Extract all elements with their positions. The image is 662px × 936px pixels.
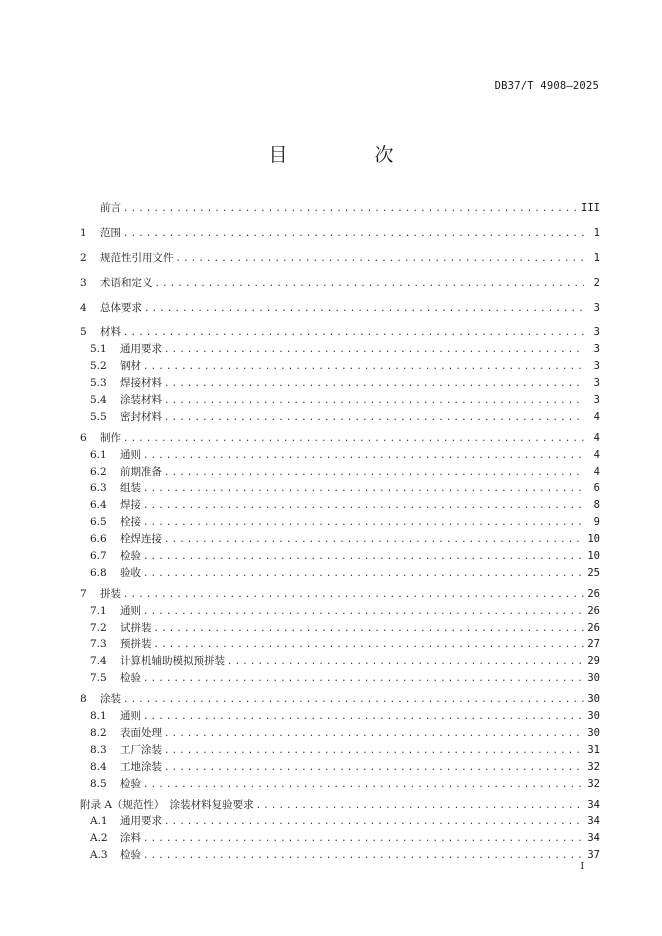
toc-entry-number: 6.4 <box>90 499 107 512</box>
toc-entry[interactable] <box>80 847 600 864</box>
toc-entry-number: 8.5 <box>90 777 107 790</box>
toc-entry-page: 3 <box>593 326 600 339</box>
toc-entry-page: 10 <box>587 533 600 546</box>
toc-entry[interactable] <box>80 776 600 793</box>
toc-entry-page: 1 <box>593 251 600 264</box>
toc-entry-number: 6.6 <box>90 533 107 546</box>
toc-entry-label: 工地涂装 <box>120 760 162 773</box>
toc-entry-number: 8 <box>80 693 87 706</box>
toc-leader-dots <box>176 251 585 267</box>
toc-leader-dots <box>143 566 584 582</box>
toc-leader-dots <box>143 671 584 687</box>
toc-entry-label: 涂装材料 <box>120 394 162 407</box>
toc-entry-number: 2 <box>80 251 87 264</box>
page-number: I <box>580 862 584 872</box>
toc-entry-number: 8.1 <box>90 710 107 723</box>
toc-entry-label: 通用要求 <box>120 343 162 356</box>
toc-entry-page: 3 <box>593 343 600 356</box>
toc-entry-label: 通则 <box>120 604 141 617</box>
toc-leader-dots <box>123 226 584 242</box>
toc-leader-dots <box>164 410 584 426</box>
toc-entry-page: 26 <box>587 604 600 617</box>
toc-entry-page: 4 <box>593 448 600 461</box>
toc-entry-label: 总体要求 <box>100 301 142 314</box>
toc-leader-dots <box>164 760 584 776</box>
toc-entry-number: 6.3 <box>90 482 107 495</box>
toc-leader-dots <box>164 465 584 481</box>
toc-entry[interactable] <box>80 464 600 481</box>
toc-entry-label: 检验 <box>120 849 141 862</box>
toc-entry-label: 材料 <box>100 326 121 339</box>
toc-entry-label: 附录 A（规范性） 涂装材料复验要求 <box>80 798 254 811</box>
toc-leader-dots <box>256 798 584 814</box>
toc-entry[interactable] <box>80 375 600 392</box>
toc-entry-page: 6 <box>593 482 600 495</box>
toc-entry-page: 37 <box>587 849 600 862</box>
toc-entry-number: 6.8 <box>90 566 107 579</box>
toc-entry[interactable] <box>80 497 600 514</box>
toc-leader-dots <box>143 481 584 497</box>
toc-entry[interactable] <box>80 225 600 242</box>
toc-entry[interactable] <box>80 653 600 670</box>
toc-entry-page: 10 <box>587 550 600 563</box>
toc-entry-label: 检验 <box>120 550 141 563</box>
toc-leader-dots <box>143 848 584 864</box>
toc-leader-dots <box>154 621 585 637</box>
toc-entry-label: 术语和定义 <box>100 276 153 289</box>
toc-entry-page: III <box>581 202 600 214</box>
toc-entry[interactable] <box>80 447 600 464</box>
toc-leader-dots <box>164 532 584 548</box>
toc-entry-page: 32 <box>587 760 600 773</box>
toc-entry-page: 30 <box>587 693 600 706</box>
toc-entry-number: A.1 <box>90 815 108 828</box>
toc-entry-page: 34 <box>587 815 600 828</box>
toc-leader-dots <box>143 709 584 725</box>
toc-entry[interactable] <box>80 275 600 292</box>
toc-entry-number: 3 <box>80 276 87 289</box>
toc-entry-number: 5.2 <box>90 360 107 373</box>
toc-entry[interactable] <box>80 409 600 426</box>
toc-entry[interactable] <box>80 725 600 742</box>
toc-entry-label: 密封材料 <box>120 410 162 423</box>
toc-entry[interactable] <box>80 742 600 759</box>
toc-entry-label: 范围 <box>100 226 121 239</box>
toc-entry[interactable] <box>80 392 600 409</box>
toc-entry-label: 工厂涂装 <box>120 743 162 756</box>
toc-entry[interactable] <box>80 514 600 531</box>
toc-entry[interactable] <box>80 586 600 603</box>
toc-entry-page: 4 <box>593 410 600 423</box>
toc-entry-number: 6 <box>80 431 87 444</box>
toc-entry-page: 3 <box>593 394 600 407</box>
toc-entry[interactable] <box>80 341 600 358</box>
toc-entry[interactable] <box>80 565 600 582</box>
toc-entry-label: 验收 <box>120 566 141 579</box>
toc-entry-page: 30 <box>587 726 600 739</box>
toc-leader-dots <box>144 301 584 317</box>
toc-entry-number: 7.4 <box>90 655 107 668</box>
toc-entry[interactable] <box>80 324 600 341</box>
toc-entry-page: 29 <box>587 655 600 668</box>
toc-entry-label: 预拼装 <box>120 638 152 651</box>
toc-entry-number: 7.3 <box>90 638 107 651</box>
toc-entry[interactable] <box>80 430 600 447</box>
toc-entry[interactable] <box>80 358 600 375</box>
toc-leader-dots <box>123 692 584 708</box>
toc-leader-dots <box>143 831 584 847</box>
toc-leader-dots <box>143 549 584 565</box>
toc-entry-label: 检验 <box>120 672 141 685</box>
toc-entry-page: 30 <box>587 710 600 723</box>
toc-entry-label: 组装 <box>120 482 141 495</box>
toc-entry-page: 3 <box>593 360 600 373</box>
toc-entry-number: 5.4 <box>90 394 107 407</box>
toc-entry-number: 8.2 <box>90 726 107 739</box>
toc-entry-number: 1 <box>80 226 87 239</box>
toc-leader-dots <box>155 276 585 292</box>
toc-entry-page: 27 <box>587 638 600 651</box>
toc-leader-dots <box>123 201 579 217</box>
toc-leader-dots <box>164 726 584 742</box>
toc-entry[interactable] <box>80 300 600 317</box>
toc-entry-page: 8 <box>593 499 600 512</box>
toc-entry-number: 6.5 <box>90 516 107 529</box>
toc-entry-number: 5.5 <box>90 410 107 423</box>
toc-leader-dots <box>227 654 584 670</box>
toc-leader-dots <box>143 777 584 793</box>
toc-entry-page: 1 <box>593 226 600 239</box>
toc-leader-dots <box>143 498 584 514</box>
toc-entry-page: 25 <box>587 566 600 579</box>
toc-leader-dots <box>143 515 584 531</box>
toc-entry-number: 5.3 <box>90 377 107 390</box>
toc-entry-page: 34 <box>587 798 600 811</box>
toc-entry[interactable] <box>80 200 600 217</box>
toc-entry[interactable] <box>80 603 600 620</box>
toc-entry[interactable] <box>80 797 600 814</box>
toc-entry[interactable] <box>80 636 600 653</box>
toc-entry-page: 4 <box>593 431 600 444</box>
toc-entry-label: 通则 <box>120 710 141 723</box>
document-id: DB37/T 4908—2025 <box>494 80 599 92</box>
toc-entry[interactable] <box>80 531 600 548</box>
toc-entry[interactable] <box>80 548 600 565</box>
toc-leader-dots <box>123 431 584 447</box>
toc-entry[interactable] <box>80 691 600 708</box>
toc-entry-page: 34 <box>587 832 600 845</box>
toc-entry-number: 7 <box>80 587 87 600</box>
toc-entry-page: 3 <box>593 301 600 314</box>
toc-entry[interactable] <box>80 480 600 497</box>
toc-entry-number: 7.5 <box>90 672 107 685</box>
toc-entry-page: 31 <box>587 743 600 756</box>
toc-entry-label: 涂装 <box>100 693 121 706</box>
toc-entry[interactable] <box>80 759 600 776</box>
toc-entry-label: 制作 <box>100 431 121 444</box>
toc-entry-label: 检验 <box>120 777 141 790</box>
toc-entry-label: 涂料 <box>120 832 141 845</box>
toc-leader-dots <box>164 743 584 759</box>
toc-leader-dots <box>143 604 584 620</box>
toc-leader-dots <box>154 637 585 653</box>
toc-entry-page: 30 <box>587 672 600 685</box>
toc-entry-label: 焊接材料 <box>120 377 162 390</box>
toc-entry-number: 6.2 <box>90 465 107 478</box>
toc-entry-number: A.3 <box>90 849 108 862</box>
toc-entry-page: 3 <box>593 377 600 390</box>
toc-leader-dots <box>164 342 584 358</box>
toc-entry[interactable] <box>80 670 600 687</box>
toc-entry[interactable] <box>80 250 600 267</box>
toc-leader-dots <box>164 393 584 409</box>
table-of-contents <box>80 200 600 864</box>
toc-entry-page: 26 <box>587 621 600 634</box>
toc-entry-label: 钢材 <box>120 360 141 373</box>
toc-entry-label: 拼装 <box>100 587 121 600</box>
toc-entry-label: 规范性引用文件 <box>100 251 174 264</box>
toc-entry[interactable] <box>80 830 600 847</box>
toc-entry-page: 32 <box>587 777 600 790</box>
toc-leader-dots <box>164 376 584 392</box>
toc-entry-page: 26 <box>587 587 600 600</box>
toc-leader-dots <box>143 448 584 464</box>
toc-entry-number: 7.1 <box>90 604 107 617</box>
toc-entry-label: 试拼装 <box>120 621 152 634</box>
toc-entry-number: 8.4 <box>90 760 107 773</box>
toc-entry-label: 栓接 <box>120 516 141 529</box>
toc-leader-dots <box>123 325 584 341</box>
toc-entry-label: 前期准备 <box>120 465 162 478</box>
toc-entry-page: 4 <box>593 465 600 478</box>
toc-entry-number: 6.1 <box>90 448 107 461</box>
toc-entry-label: 栓焊连接 <box>120 533 162 546</box>
toc-entry-label: 通则 <box>120 448 141 461</box>
toc-entry-number: 6.7 <box>90 550 107 563</box>
toc-entry-label: 计算机辅助模拟预拼装 <box>120 655 225 668</box>
toc-leader-dots <box>123 587 584 603</box>
toc-entry-page: 2 <box>593 276 600 289</box>
toc-entry-label: 表面处理 <box>120 726 162 739</box>
toc-entry-number: 5 <box>80 326 87 339</box>
toc-entry[interactable] <box>80 620 600 637</box>
page-title: 目 次 <box>268 144 428 166</box>
toc-entry-number: 8.3 <box>90 743 107 756</box>
toc-entry-number: 5.1 <box>90 343 107 356</box>
toc-entry[interactable] <box>80 708 600 725</box>
toc-entry-label: 前言 <box>100 202 121 214</box>
toc-entry-number: 4 <box>80 301 87 314</box>
toc-entry-number: 7.2 <box>90 621 107 634</box>
toc-entry-label: 焊接 <box>120 499 141 512</box>
toc-leader-dots <box>164 814 584 830</box>
toc-entry-page: 9 <box>593 516 600 529</box>
toc-entry[interactable] <box>80 813 600 830</box>
toc-entry-number: A.2 <box>90 832 108 845</box>
toc-entry-label: 通用要求 <box>120 815 162 828</box>
toc-leader-dots <box>143 359 584 375</box>
